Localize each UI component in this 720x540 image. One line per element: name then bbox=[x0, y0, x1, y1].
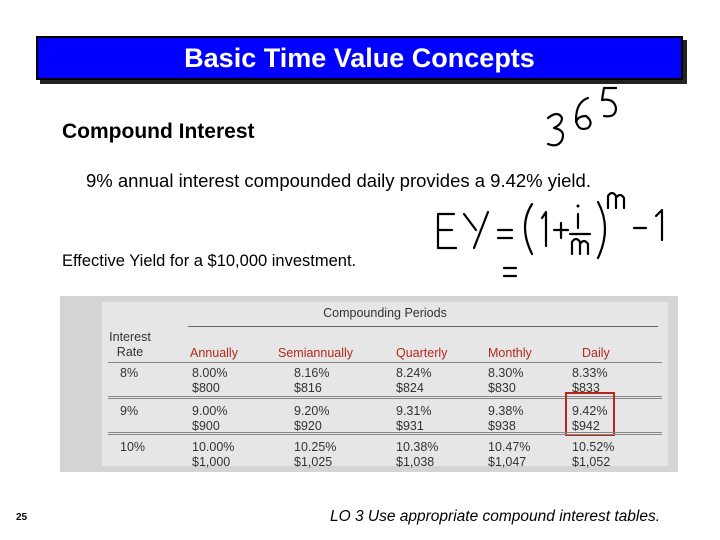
table-cell: 8.00% $800 bbox=[192, 366, 228, 395]
column-header-semiannually: Semiannually bbox=[278, 346, 354, 360]
column-header-monthly: Monthly bbox=[488, 346, 532, 360]
table-cell: 8.24% $824 bbox=[396, 366, 432, 395]
group-header: Compounding Periods bbox=[323, 306, 447, 320]
rate-cell: 10% bbox=[120, 440, 146, 454]
effective-yield-table bbox=[60, 296, 678, 472]
table-cell: 10.38% $1,038 bbox=[396, 440, 439, 469]
learning-objective-footer: LO 3 Use appropriate compound interest tables. bbox=[330, 508, 660, 525]
highlight-box bbox=[565, 392, 615, 436]
rate-header bbox=[108, 330, 152, 360]
table-cell: 8.16% $816 bbox=[294, 366, 330, 395]
table-cell-highlighted: 9.42% $942 bbox=[572, 404, 608, 433]
rate-header-line2: Rate bbox=[116, 345, 144, 359]
rate-cell: 8% bbox=[120, 366, 139, 380]
header-rule bbox=[108, 362, 662, 363]
row-divider bbox=[108, 432, 662, 435]
table-cell: 9.20% $920 bbox=[294, 404, 330, 433]
table-cell: 9.31% $931 bbox=[396, 404, 432, 433]
table-cell: 9.38% $938 bbox=[488, 404, 524, 433]
handwritten-annotation bbox=[420, 78, 720, 298]
table-caption: Effective Yield for a $10,000 investment. bbox=[62, 252, 357, 270]
table-body bbox=[102, 302, 668, 469]
column-header-daily: Daily bbox=[582, 346, 610, 360]
table-cell: 8.30% $830 bbox=[488, 366, 524, 395]
rate-header-line1: Interest bbox=[109, 330, 151, 344]
table-cell: 10.47% $1,047 bbox=[488, 440, 531, 469]
table-cell: 10.00% $1,000 bbox=[192, 440, 235, 469]
column-header-quarterly: Quarterly bbox=[396, 346, 448, 360]
body-text: 9% annual interest compounded daily provides a 9.42% yield. bbox=[86, 170, 591, 191]
section-heading: Compound Interest bbox=[62, 120, 255, 143]
title-banner bbox=[36, 36, 683, 80]
rate-cell: 9% bbox=[120, 404, 139, 418]
table-cell: 10.52% $1,052 bbox=[572, 440, 615, 469]
table-cell: 8.33% $833 bbox=[572, 366, 608, 395]
table-cell: 10.25% $1,025 bbox=[294, 440, 337, 469]
column-header-annually: Annually bbox=[190, 346, 238, 360]
slide-number: 25 bbox=[16, 512, 28, 523]
slide-title: Basic Time Value Concepts bbox=[184, 42, 535, 73]
group-header-rule bbox=[188, 326, 658, 327]
table-cell: 9.00% $900 bbox=[192, 404, 228, 433]
